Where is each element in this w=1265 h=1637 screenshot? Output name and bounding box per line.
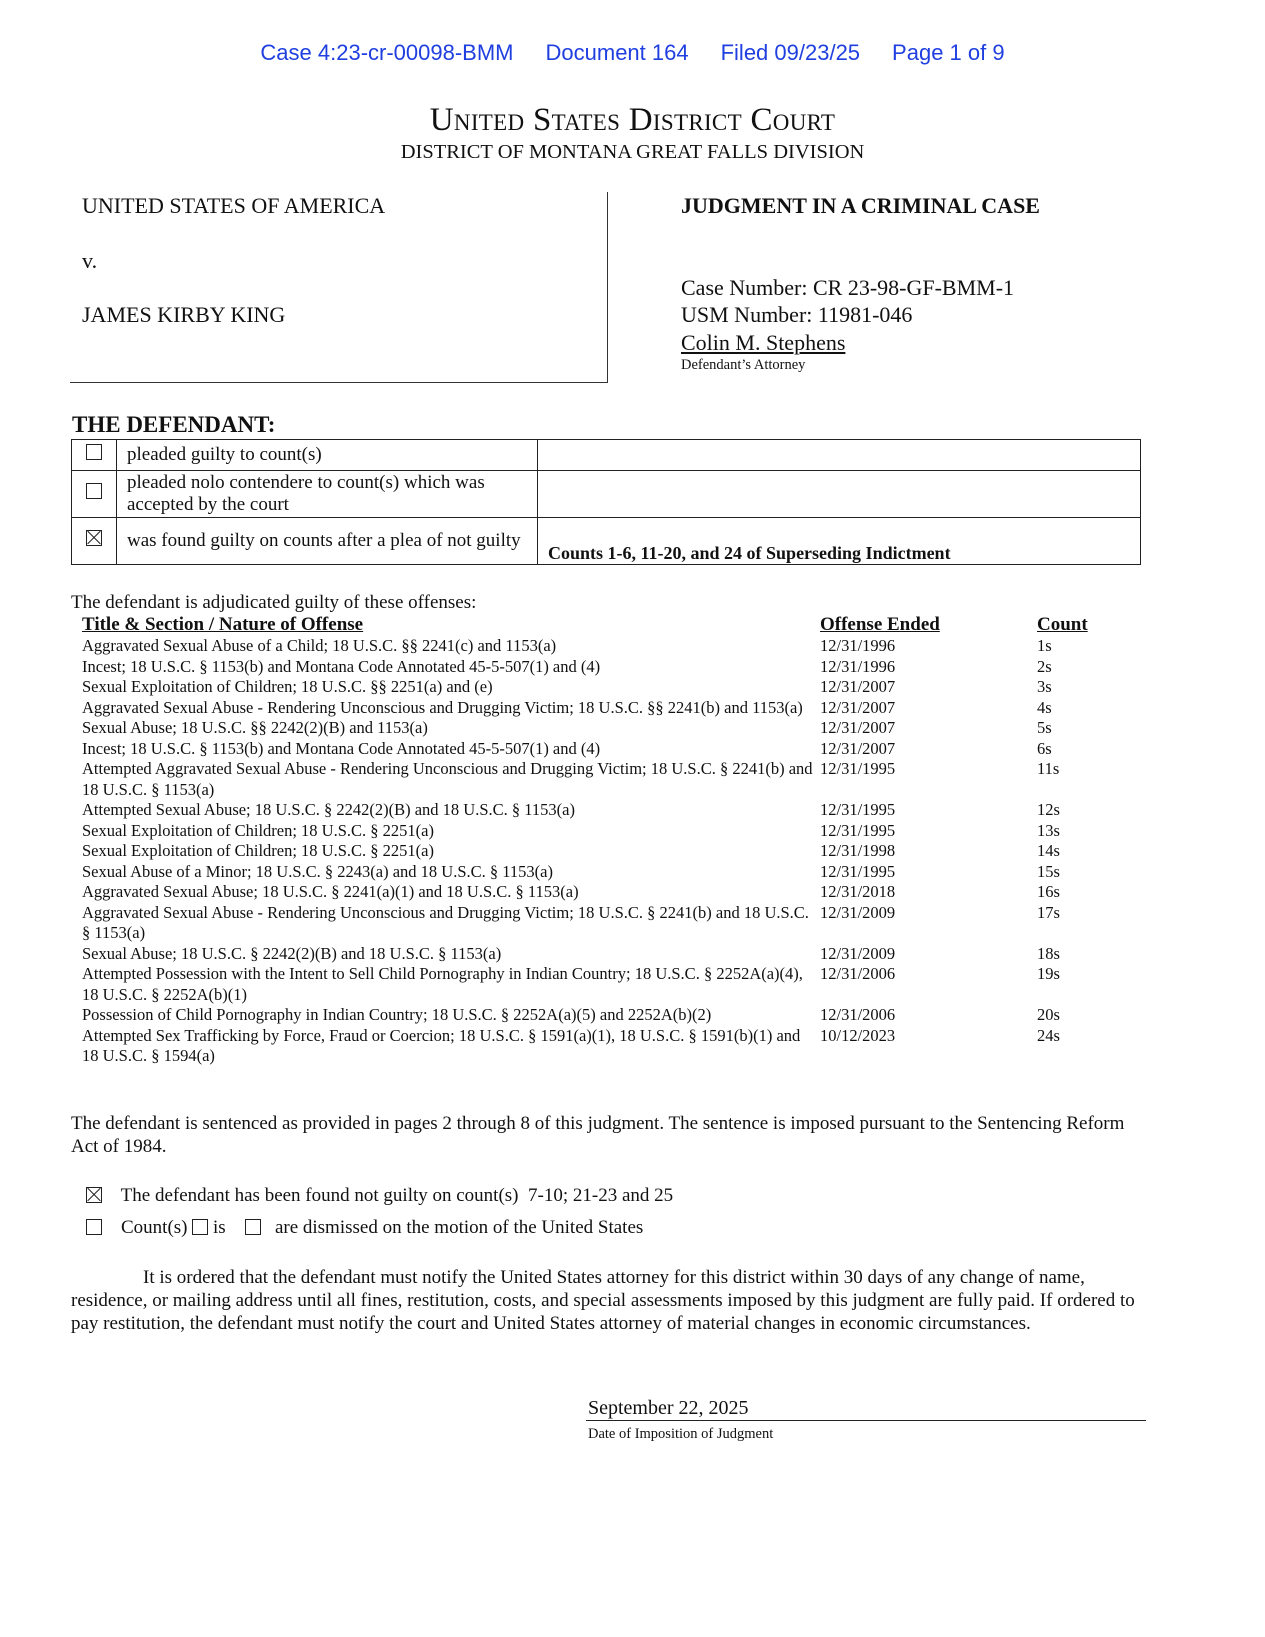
header-title: Title & Section / Nature of Offense <box>82 614 364 635</box>
offense-title: Attempted Sex Trafficking by Force, Fraud or Coercion; 18 U.S.C. § 1591(a)(1), 18 U.S.C. § 1591(b)(1) and 18 U.S.C. § 1594(a) <box>82 1025 801 1065</box>
header-count: Count <box>1037 614 1088 635</box>
offense-row <box>82 759 1151 800</box>
checkbox-checked[interactable] <box>86 530 102 546</box>
attorney-name: Colin M. Stephens <box>681 330 846 355</box>
offense-row <box>82 841 1151 862</box>
offense-count: 18s <box>1037 943 1060 963</box>
offense-count: 1s <box>1037 636 1052 655</box>
plea-label: pleaded guilty to count(s) <box>117 440 538 471</box>
offense-ended: 12/31/1995 <box>820 820 896 840</box>
offense-title: Attempted Sexual Abuse; 18 U.S.C. § 2242(2)(B) and 18 U.S.C. § 1153(a) <box>82 800 575 819</box>
dismissed-text: are dismissed on the motion of the United States <box>274 1217 644 1238</box>
court-title: United States District Court <box>429 102 836 138</box>
offense-title: Sexual Exploitation of Children; 18 U.S.C. § 2251(a) <box>82 841 434 860</box>
defendant-heading: THE DEFENDANT: <box>72 412 276 437</box>
offense-title: Attempted Aggravated Sexual Abuse - Rendering Unconscious and Drugging Victim; 18 U.S.C. § 2241(b) and 18 U.S.C. § 1153(a) <box>82 759 813 799</box>
checkbox[interactable] <box>86 1219 102 1235</box>
offense-row <box>82 1005 1151 1026</box>
offense-count: 3s <box>1037 677 1052 696</box>
not-guilty-text: The defendant has been found not guilty on count(s) <box>120 1185 519 1206</box>
offense-row <box>82 821 1151 842</box>
attorney-label: Defendant’s Attorney <box>681 357 806 373</box>
offense-ended: 12/31/2018 <box>820 882 896 901</box>
page-indicator: Page 1 of 9 <box>892 40 1005 65</box>
offense-row <box>82 677 1151 698</box>
offense-row <box>82 1026 1151 1067</box>
offense-title: Sexual Abuse of a Minor; 18 U.S.C. § 2243(a) and 18 U.S.C. § 1153(a) <box>82 861 553 881</box>
offense-title: Incest; 18 U.S.C. § 1153(b) and Montana Code Annotated 45-5-507(1) and (4) <box>82 656 601 676</box>
caption-divider <box>607 192 608 383</box>
plea-table <box>71 439 1141 565</box>
offense-title: Possession of Child Pornography in Indian Country; 18 U.S.C. § 2252A(a)(5) and 2252A(b)(2) <box>82 1005 712 1024</box>
offenses-intro: The defendant is adjudicated guilty of these offenses: <box>71 592 477 613</box>
plea-row <box>72 518 1141 565</box>
offense-ended: 12/31/1996 <box>820 656 896 676</box>
offense-row <box>82 636 1151 657</box>
plea-label: pleaded nolo contendere to count(s) which was accepted by the court <box>117 471 538 518</box>
offense-title: Aggravated Sexual Abuse; 18 U.S.C. § 2241(a)(1) and 18 U.S.C. § 1153(a) <box>82 882 579 901</box>
imposition-date: September 22, 2025 <box>586 1397 1146 1421</box>
plaintiff: UNITED STATES OF AMERICA <box>82 193 386 218</box>
offense-count: 5s <box>1037 718 1052 737</box>
offense-count: 17s <box>1037 902 1060 922</box>
checkbox-checked[interactable] <box>86 1187 102 1203</box>
offense-ended: 12/31/1995 <box>820 759 896 778</box>
offense-count: 14s <box>1037 841 1060 860</box>
offense-count: 16s <box>1037 882 1060 901</box>
offense-title: Aggravated Sexual Abuse of a Child; 18 U.S.C. §§ 2241(c) and 1153(a) <box>82 636 557 655</box>
notice-paragraph: It is ordered that the defendant must notify the United States attorney for this district within 30 days of any change of name, residence, or mailing address until all fines, restitution, costs, and special assessments imposed by this judgment are fully paid. If ordered to pay restitution, the defendant must notify the court and United States attorney of material changes in economic circumstances. <box>71 1267 1135 1334</box>
offense-title: Incest; 18 U.S.C. § 1153(b) and Montana Code Annotated 45-5-507(1) and (4) <box>82 738 601 758</box>
dismissed-line <box>86 1216 643 1239</box>
offense-row <box>82 964 1151 1005</box>
imposition-label: Date of Imposition of Judgment <box>588 1426 774 1442</box>
offense-count: 12s <box>1037 800 1060 819</box>
plea-row <box>72 440 1141 471</box>
offense-count: 19s <box>1037 964 1060 983</box>
is-label: is <box>213 1217 226 1238</box>
judgment-title: JUDGMENT IN A CRIMINAL CASE <box>681 193 1040 218</box>
offenses-section <box>71 592 1151 1067</box>
ecf-header <box>0 40 1265 66</box>
offenses-header <box>82 614 1151 636</box>
offense-title: Sexual Exploitation of Children; 18 U.S.C. § 2251(a) <box>82 820 434 840</box>
versus: v. <box>82 248 98 273</box>
offense-ended: 12/31/1995 <box>820 861 896 881</box>
offense-count: 13s <box>1037 820 1060 840</box>
offense-row <box>82 944 1151 965</box>
offense-count: 20s <box>1037 1005 1060 1024</box>
court-district: DISTRICT OF MONTANA GREAT FALLS DIVISION <box>400 141 865 163</box>
offense-count: 24s <box>1037 1025 1060 1045</box>
offense-count: 2s <box>1037 656 1052 676</box>
offense-ended: 12/31/2009 <box>820 943 896 963</box>
offense-ended: 12/31/2007 <box>820 677 896 696</box>
offense-row <box>82 882 1151 903</box>
offense-ended: 12/31/1995 <box>820 800 896 819</box>
checkbox[interactable] <box>192 1219 208 1235</box>
offense-title: Aggravated Sexual Abuse - Rendering Unconscious and Drugging Victim; 18 U.S.C. § 2241(b) and 18 U.S.C. § 1153(a) <box>82 902 809 942</box>
offense-ended: 12/31/2007 <box>820 697 896 717</box>
offense-count: 4s <box>1037 697 1052 717</box>
offense-title: Sexual Abuse; 18 U.S.C. § 2242(2)(B) and 18 U.S.C. § 1153(a) <box>82 943 502 963</box>
offense-row <box>82 698 1151 719</box>
header-date: Offense Ended <box>820 614 940 635</box>
offense-ended: 10/12/2023 <box>820 1025 896 1045</box>
offense-ended: 12/31/2009 <box>820 902 896 922</box>
checkbox[interactable] <box>86 483 102 499</box>
offense-ended: 12/31/2006 <box>820 964 896 983</box>
case-id: Case 4:23-cr-00098-BMM <box>260 40 514 65</box>
checkbox[interactable] <box>245 1219 261 1235</box>
offense-title: Sexual Exploitation of Children; 18 U.S.C. §§ 2251(a) and (e) <box>82 677 493 696</box>
plea-value <box>538 471 1141 518</box>
offense-title: Attempted Possession with the Intent to Sell Child Pornography in Indian Country; 18 U.S.C. § 2252A(a)(4), 18 U.S.C. § 2252A(b)(1) <box>82 964 803 1004</box>
counts-label: Count(s) <box>121 1217 188 1238</box>
offense-title: Aggravated Sexual Abuse - Rendering Unconscious and Drugging Victim; 18 U.S.C. §§ 2241(b) and 1153(a) <box>82 697 803 717</box>
plea-value: Counts 1-6, 11-20, and 24 of Superseding Indictment <box>538 518 1141 565</box>
filed-date: Filed 09/23/25 <box>720 40 861 65</box>
offense-row <box>82 718 1151 739</box>
offense-ended: 12/31/2007 <box>820 738 896 758</box>
case-number: Case Number: CR 23-98-GF-BMM-1 <box>681 275 1015 300</box>
not-guilty-counts: 7-10; 21-23 and 25 <box>528 1185 674 1206</box>
caption-underline <box>70 382 608 383</box>
defendant-name: JAMES KIRBY KING <box>82 302 286 327</box>
offense-title: Sexual Abuse; 18 U.S.C. §§ 2242(2)(B) and 1153(a) <box>82 718 428 737</box>
offense-row <box>82 800 1151 821</box>
offense-ended: 12/31/1998 <box>820 841 896 860</box>
sentence-text: The defendant is sentenced as provided in pages 2 through 8 of this judgment. The sentence is imposed pursuant to the Sentencing Reform Act of 1984. <box>71 1113 1125 1157</box>
offense-count: 15s <box>1037 861 1060 881</box>
offense-row <box>82 657 1151 678</box>
plea-row <box>72 471 1141 518</box>
checkbox[interactable] <box>86 444 102 460</box>
offense-ended: 12/31/1996 <box>820 636 896 655</box>
offense-count: 11s <box>1037 759 1060 778</box>
offense-row <box>82 739 1151 760</box>
offense-ended: 12/31/2006 <box>820 1005 896 1024</box>
plea-label: was found guilty on counts after a plea of not guilty <box>117 518 538 565</box>
usm-number: USM Number: 11981-046 <box>681 302 913 327</box>
offense-row <box>82 903 1151 944</box>
offense-ended: 12/31/2007 <box>820 718 896 737</box>
not-guilty-line <box>86 1184 673 1207</box>
offense-row <box>82 862 1151 883</box>
plea-value <box>538 440 1141 471</box>
document-number: Document 164 <box>545 40 689 65</box>
offense-count: 6s <box>1037 738 1052 758</box>
